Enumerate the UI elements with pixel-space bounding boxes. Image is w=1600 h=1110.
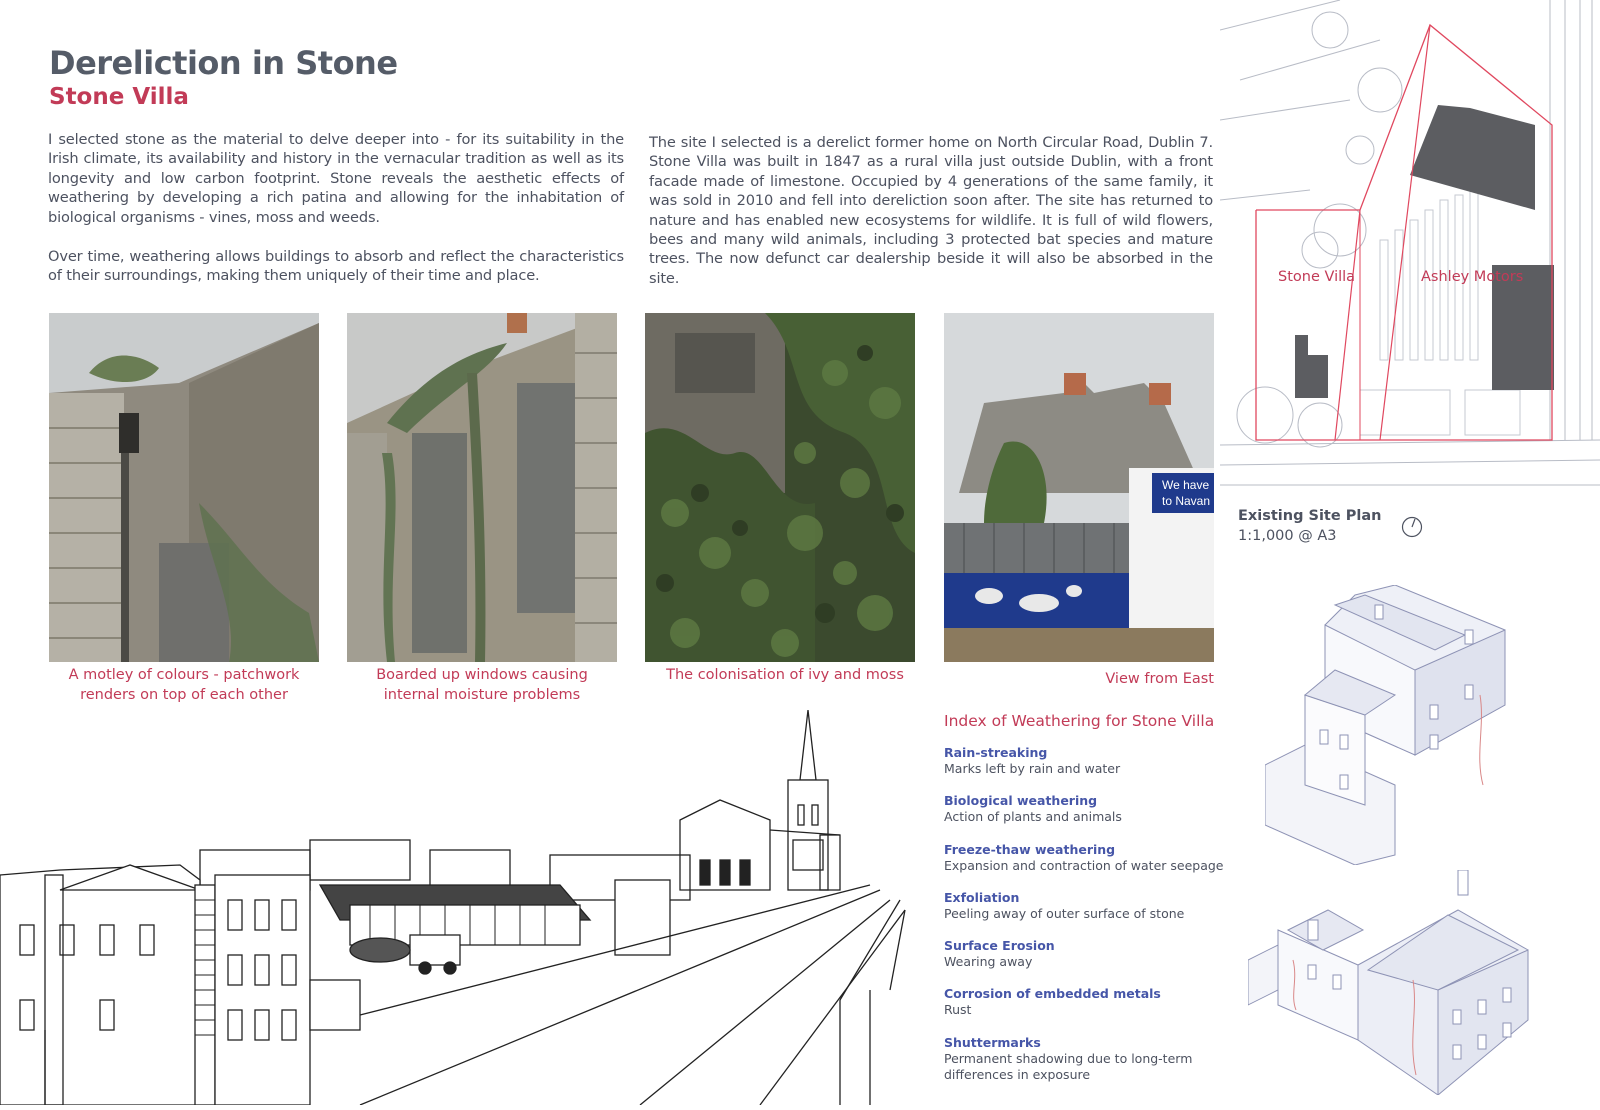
weathering-index-item [944, 745, 1244, 793]
weathering-term: Corrosion of embedded metals [944, 986, 1161, 1002]
site-label-ashley-motors: Ashley Motors [1421, 269, 1524, 285]
weathering-index-item [944, 793, 1244, 841]
weathering-definition: Peeling away of outer surface of stone [944, 905, 1185, 921]
site-plan-scale: 1:1,000 @ A3 [1238, 528, 1337, 544]
weathering-index-list [944, 745, 1244, 1083]
north-arrow-icon [1401, 516, 1423, 538]
weathering-definition: Action of plants and animals [944, 809, 1122, 825]
site-plan-title: Existing Site Plan [1238, 508, 1382, 524]
sign-text-line-1: We have [1162, 478, 1210, 492]
weathering-definition: Rust [944, 1002, 972, 1018]
weathering-term: Freeze-thaw weathering [944, 841, 1116, 857]
weathering-definition: Permanent shadowing due to long-term differences in exposure [944, 1050, 1193, 1082]
photo-caption-boarded-windows: Boarded up windows causing internal moisture problems [376, 667, 588, 703]
weathering-term: Surface Erosion [944, 938, 1055, 954]
weathering-index-item [944, 938, 1244, 986]
weathering-definition: Expansion and contraction of water seepage [944, 857, 1224, 873]
photo-patchwork-render [49, 313, 319, 662]
axonometric-view-bottom [1248, 870, 1548, 1095]
weathering-term: Shuttermarks [944, 1034, 1041, 1050]
page-title: Dereliction in Stone [49, 44, 398, 82]
intro-paragraph-2: Over time, weathering allows buildings to absorb and reflect the characteristics of their surroundings, making them uniquely of their time and place. [48, 248, 624, 285]
photo-boarded-windows [347, 313, 617, 662]
photo-caption-view-east: View from East [1105, 671, 1214, 687]
photo-caption-patchwork: A motley of colours - patchwork renders on top of each other [68, 667, 300, 703]
page-subtitle: Stone Villa [49, 84, 189, 110]
intro-paragraph-1: I selected stone as the material to delve deeper into - for its suitability in the Irish climate, its availability and history in the vernacular tradition as well as its longevity and low carbon footprint. Stone reveals the aesthetic effects of weathering by developing a rich patina and allowing for the inhabitation of biological organisms - vines, moss and weeds. [48, 131, 624, 226]
weathering-index-item [944, 842, 1244, 890]
axonometric-view-top [1265, 585, 1510, 865]
weathering-definition: Wearing away [944, 954, 1033, 970]
sign-text-line-2: to Navan [1162, 494, 1211, 508]
weathering-index-item [944, 890, 1244, 938]
weathering-definition: Marks left by rain and water [944, 761, 1121, 776]
photo-ivy-moss [645, 313, 915, 662]
photo-caption-ivy: The colonisation of ivy and moss [666, 667, 904, 683]
weathering-index-item [944, 986, 1244, 1034]
site-label-stone-villa: Stone Villa [1278, 269, 1356, 285]
weathering-term: Biological weathering [944, 793, 1098, 809]
photo-view-from-east [944, 313, 1214, 662]
street-perspective-drawing [0, 710, 915, 1105]
weathering-term: Rain-streaking [944, 745, 1048, 760]
weathering-term: Exfoliation [944, 889, 1020, 905]
weathering-index-title: Index of Weathering for Stone Villa [944, 712, 1215, 730]
existing-site-plan-drawing [1220, 0, 1600, 490]
site-description-paragraph: The site I selected is a derelict former home on North Circular Road, Dublin 7. Stone Villa was built in 1847 as a rural villa just outside Dublin, with a front facade made of limestone. Occupied by 4 generations of the same family, it was sold in 2010 and fell into dereliction soon after. The site has returned to nature and has enabled new ecosystems for wildlife. It is full of wild flowers, bees and many wild animals, including 3 protected bat species and mature trees. The now defunct car dealership beside it will also be absorbed in the site. [649, 134, 1213, 287]
weathering-index-item [944, 1035, 1244, 1083]
